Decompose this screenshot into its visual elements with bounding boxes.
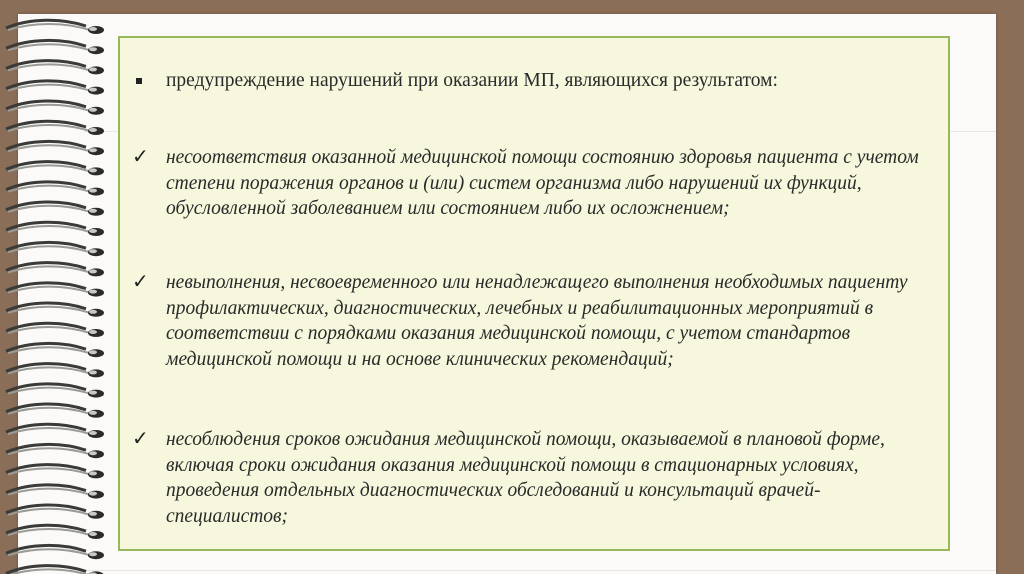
lead-text: предупреждение нарушений при оказании МП, являющихся результатом: [166,70,778,91]
list-item-text: невыполнения, несвоевременного или ненадлежащего выполнения необходимых пациенту профилактических, диагностических, лечебных и реабилитационных мероприятий в соответствии с порядками оказания медицинской помощи, с учетом стандартов медицинской помощи и на основе клинических рекомендаций; [166,272,908,370]
square-bullet-icon [136,78,142,84]
list-item-text: несоблюдения сроков ожидания медицинской помощи, оказываемой в плановой форме, включая сроки ожидания оказания медицинской помощи в стационарных условиях, проведения отдельных диагностических обследований и консультаций врачей-специалистов; [166,429,885,527]
list-item [132,427,932,529]
ruled-line [84,570,996,571]
lead-item [132,68,932,94]
content-box [118,36,950,551]
check-mark-icon: ✓ [132,146,149,168]
list-item [132,270,932,372]
check-mark-icon: ✓ [132,428,149,450]
list-item [132,145,932,222]
list-item-text: несоответствия оказанной медицинской помощи состоянию здоровья пациента с учетом степени поражения органов и (или) систем организма либо нарушений их функций, обусловленной заболеванием или состоянием либо их осложнением; [166,147,919,219]
check-mark-icon: ✓ [132,271,149,293]
spiral-binding-icon [0,14,120,574]
